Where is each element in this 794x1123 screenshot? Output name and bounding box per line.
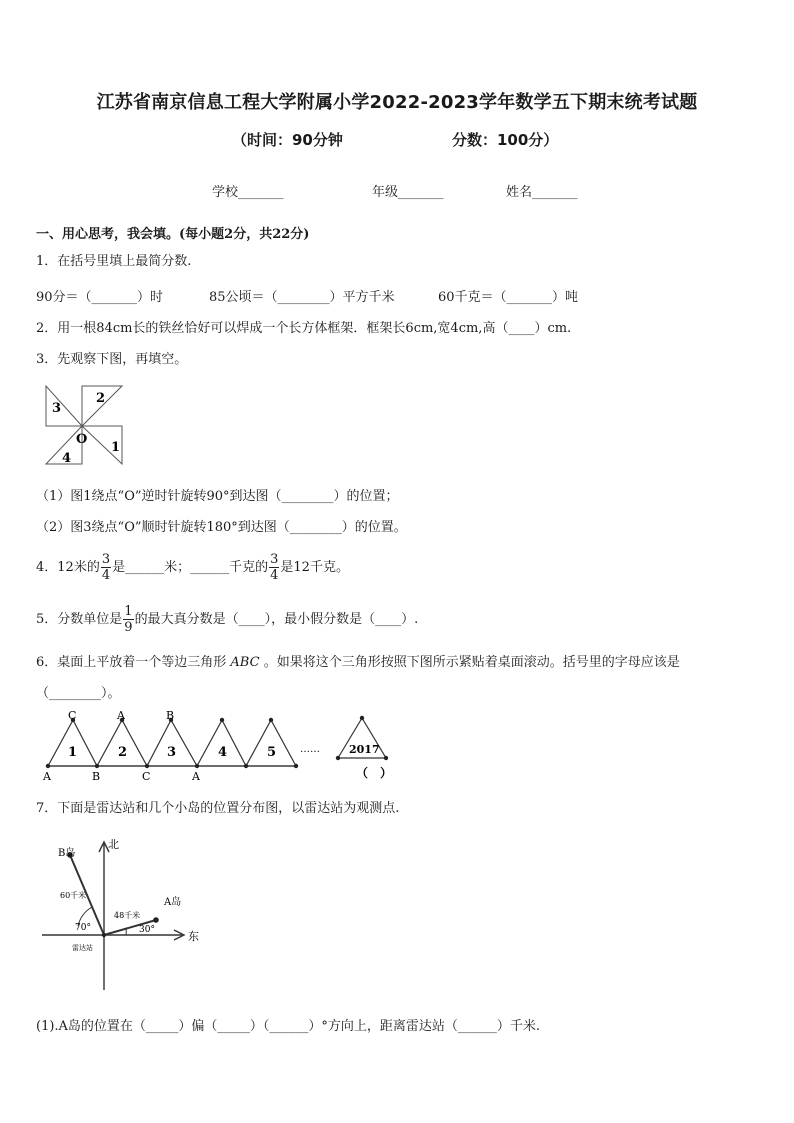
rolling-triangle-figure [38,706,410,782]
fraction-numerator: 3 [101,552,111,567]
question-1: 1．在括号里填上最简分数. [36,254,192,269]
east-label: 东 [188,930,199,943]
triangle-name: ABC [230,655,260,670]
question-6 [36,651,680,670]
question-1-part-b: 85公顷＝（________）平方千米 [209,290,395,305]
question-6-text-a: 6．桌面上平放着一个等边三角形 [36,655,227,670]
angle-b-label: 70° [75,923,91,933]
vertex-label-b: B [166,709,175,722]
vertex-label-a: A [117,709,125,722]
triangle-number-5: 5 [267,745,277,760]
b-island-label: B岛 [58,848,76,859]
exam-time: （时间：90分钟 [232,131,343,149]
radar-station-label: 雷达站 [72,944,93,952]
fraction-denominator: 4 [270,568,279,583]
question-5 [36,605,418,634]
question-1-part-a: 90分＝（_______）时 [36,290,164,305]
fig-label-1: 1 [111,440,121,455]
fraction-numerator: 1 [124,604,133,619]
fraction-1-9 [123,605,133,634]
triangle-number-4: 4 [218,745,228,760]
question-6-answer: （________）。 [36,686,121,701]
pinwheel-figure [40,378,130,470]
question-1-part-c: 60千克＝（_______）吨 [438,290,579,305]
grade-field: 年级_______ [372,185,444,200]
vertex-label-c: C [142,770,151,782]
fraction-denominator: 9 [124,620,133,635]
question-6-text-b: 。如果将这个三角形按照下图所示紧贴着桌面滚动。括号里的字母应该是 [263,655,680,670]
fig-label-o: O [76,432,88,447]
section-heading: 一、用心思考，我会填。(每小题2分，共22分) [36,227,310,242]
question-7-sub-1: (1).A岛的位置在（_____）偏（_____）（______）°方向上，距离雷达站（______）千米. [36,1019,541,1034]
question-5-prefix: 5．分数单位是 [36,612,123,627]
radar-map-figure [38,830,218,1000]
exam-score: 分数：100分） [452,131,559,149]
angle-a-label: 30° [139,925,155,935]
fraction-numerator: 3 [270,552,279,567]
school-field: 学校_______ [212,185,284,200]
fig-label-3: 3 [52,401,62,416]
question-4 [36,553,349,582]
fraction-3-4 [269,553,279,582]
question-4-suffix: 是12千克。 [280,560,349,575]
vertex-label-a: A [43,770,51,782]
triangle-number-1: 1 [68,745,78,760]
vertex-label-b: B [92,770,101,782]
question-3-sub-2: （2）图3绕点“O”顺时针旋转180°到达图（________）的位置。 [36,520,407,535]
question-3-sub-1: （1）图1绕点“O”逆时针旋转90°到达图（________）的位置； [36,489,399,504]
answer-paren: （ ） [356,766,393,780]
fig-label-2: 2 [96,391,106,406]
fraction-denominator: 4 [101,568,111,583]
question-4-middle: 是______米；______千克的 [112,560,269,575]
question-3: 3．先观察下图，再填空。 [36,352,188,367]
fig-label-4: 4 [62,451,72,466]
page-title: 江苏省南京信息工程大学附属小学2022-2023学年数学五下期末统考试题 [96,92,698,113]
triangle-number-3: 3 [167,745,177,760]
a-island-label: A岛 [164,897,182,908]
north-label: 北 [108,838,119,851]
question-7: 7．下面是雷达站和几个小岛的位置分布图，以雷达站为观测点. [36,801,400,816]
distance-a-label: 48千米 [114,911,141,920]
vertex-label-a: A [192,770,200,782]
distance-b-label: 60千米 [60,891,87,900]
triangle-number-2017: 2017 [349,743,380,756]
name-field: 姓名_______ [506,185,578,200]
question-5-suffix: 的最大真分数是（____），最小假分数是（____）. [134,612,419,627]
fraction-3-4 [101,553,111,582]
question-4-prefix: 4．12米的 [36,560,100,575]
triangle-number-2: 2 [118,745,128,760]
ellipsis: …… [300,744,320,755]
vertex-label-c: C [68,709,77,722]
question-2: 2．用一根84cm长的铁丝恰好可以焊成一个长方体框架．框架长6cm,宽4cm,高（____）cm. [36,321,572,336]
